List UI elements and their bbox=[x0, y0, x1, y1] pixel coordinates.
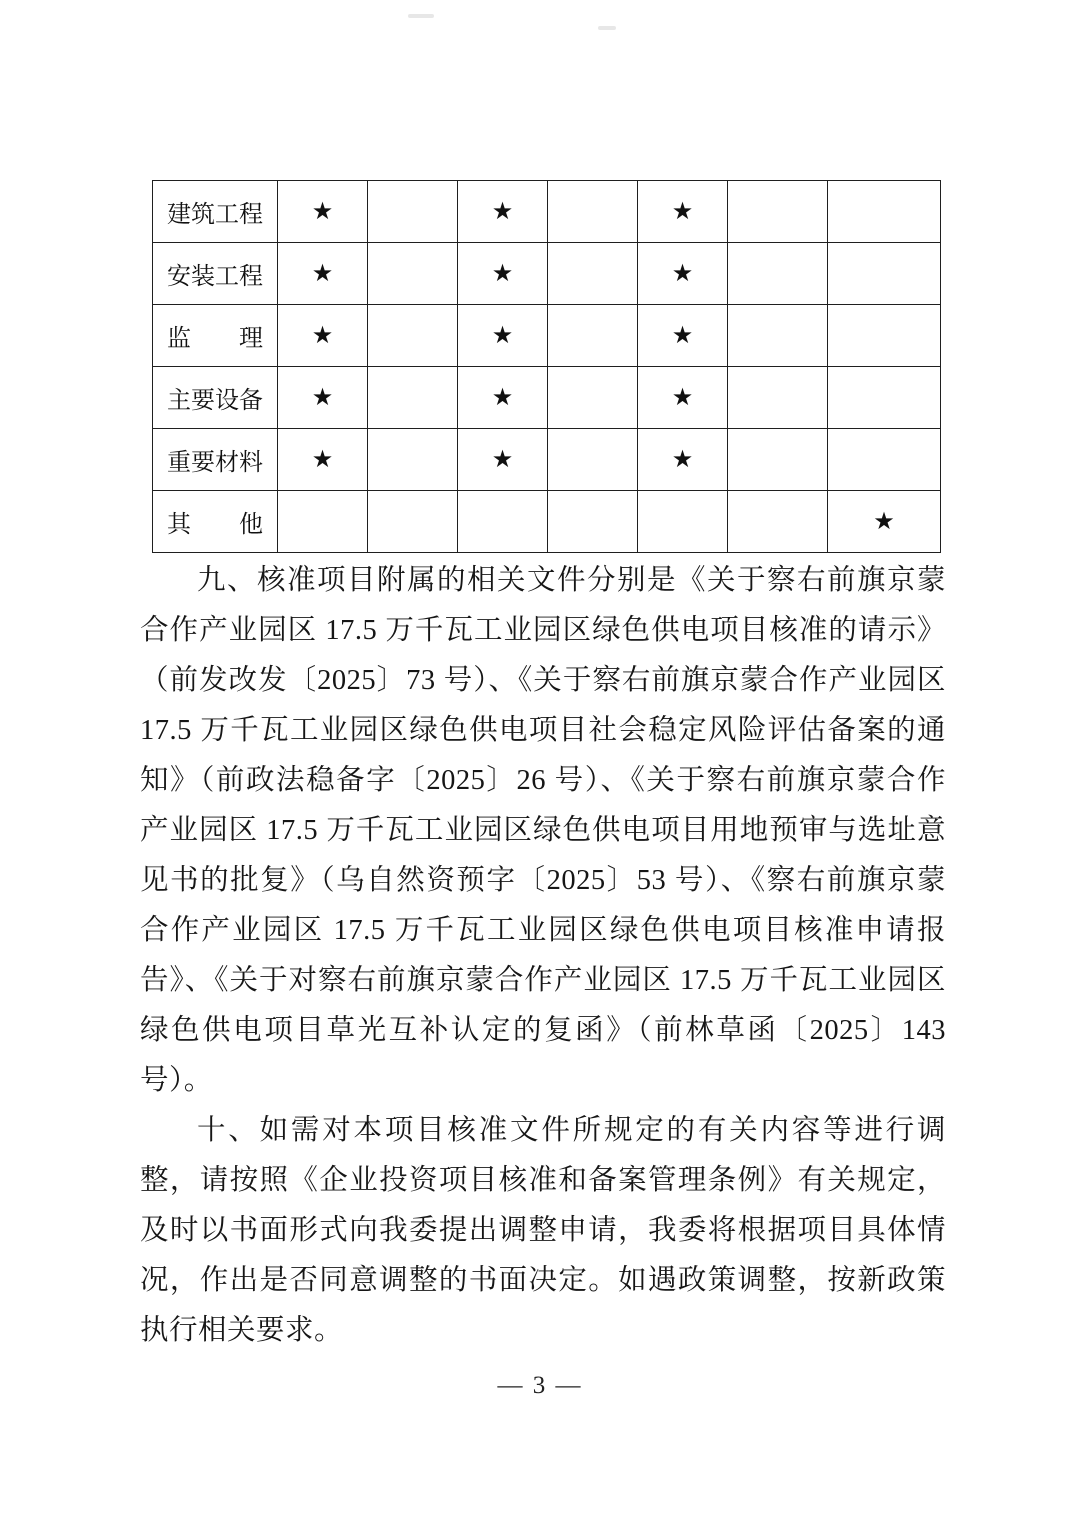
star-cell: ★ bbox=[638, 181, 728, 243]
row-label: 主要设备 bbox=[153, 367, 278, 429]
paragraph-item-10: 十、如需对本项目核准文件所规定的有关内容等进行调整，请按照《企业投资项目核准和备案管理条例》有关规定，及时以书面形式向我委提出调整申请，我委将根据项目具体情况，作出是否同意调整的书面决定。如遇政策调整，按新政策执行相关要求。 bbox=[140, 1115, 946, 1346]
paragraph-item-9: 九、核准项目附属的相关文件分别是《关于察右前旗京蒙合作产业园区 17.5 万千瓦工业园区绿色供电项目核准的请示》（前发改发〔2025〕73 号）、《关于察右前旗京蒙合作产业园区 17.5 万千瓦工业园区绿色供电项目社会稳定风险评估备案的通知》（前政法稳备字〔2025〕26 号）、《关于察右前旗京蒙合作产业园区 17.5 万千瓦工业园区绿色供电项目用地预审与选址意见书的批复》（乌自然资预字〔2025〕53 号）、《察右前旗京蒙合作产业园区 17.5 万千瓦工业园区绿色供电项目核准申请报告》、《关于对察右前旗京蒙合作产业园区 17.5 万千瓦工业园区绿色供电项目草光互补认定的复函》（前林草函〔2025〕143 号）。 bbox=[140, 565, 946, 1096]
row-label: 监理 bbox=[153, 305, 278, 367]
scan-artifact bbox=[408, 14, 434, 18]
table-row bbox=[153, 305, 941, 367]
star-cell: ★ bbox=[278, 181, 368, 243]
star-cell bbox=[368, 181, 458, 243]
star-cell bbox=[828, 181, 941, 243]
table-row bbox=[153, 491, 941, 553]
star-cell bbox=[548, 243, 638, 305]
star-cell: ★ bbox=[638, 305, 728, 367]
star-cell: ★ bbox=[458, 367, 548, 429]
row-label: 建筑工程 bbox=[153, 181, 278, 243]
star-cell bbox=[278, 491, 368, 553]
table-row bbox=[153, 367, 941, 429]
star-cell bbox=[368, 367, 458, 429]
star-cell: ★ bbox=[458, 181, 548, 243]
row-label: 重要材料 bbox=[153, 429, 278, 491]
star-cell bbox=[828, 305, 941, 367]
star-cell: ★ bbox=[638, 429, 728, 491]
table-row bbox=[153, 181, 941, 243]
star-cell bbox=[458, 491, 548, 553]
star-cell: ★ bbox=[458, 429, 548, 491]
star-cell bbox=[368, 491, 458, 553]
star-cell: ★ bbox=[458, 305, 548, 367]
star-cell: ★ bbox=[638, 243, 728, 305]
star-cell bbox=[728, 429, 828, 491]
star-cell: ★ bbox=[458, 243, 548, 305]
star-cell bbox=[728, 367, 828, 429]
star-cell bbox=[638, 491, 728, 553]
star-cell bbox=[548, 305, 638, 367]
star-cell: ★ bbox=[638, 367, 728, 429]
star-cell bbox=[368, 243, 458, 305]
star-cell bbox=[828, 243, 941, 305]
star-cell bbox=[728, 181, 828, 243]
row-label: 其他 bbox=[153, 491, 278, 553]
page-number: — 3 — bbox=[497, 1372, 583, 1399]
star-cell bbox=[548, 429, 638, 491]
star-cell: ★ bbox=[278, 429, 368, 491]
document-body bbox=[140, 556, 946, 1356]
scan-artifact bbox=[598, 26, 616, 30]
star-cell bbox=[728, 305, 828, 367]
star-cell: ★ bbox=[278, 243, 368, 305]
star-cell bbox=[728, 491, 828, 553]
star-cell bbox=[828, 429, 941, 491]
star-cell bbox=[548, 491, 638, 553]
star-cell: ★ bbox=[278, 305, 368, 367]
approval-table bbox=[152, 180, 941, 553]
star-cell bbox=[368, 305, 458, 367]
table-row bbox=[153, 429, 941, 491]
star-cell: ★ bbox=[828, 491, 941, 553]
row-label: 安装工程 bbox=[153, 243, 278, 305]
star-cell bbox=[548, 181, 638, 243]
star-cell bbox=[828, 367, 941, 429]
star-cell bbox=[728, 243, 828, 305]
star-cell: ★ bbox=[278, 367, 368, 429]
star-cell bbox=[548, 367, 638, 429]
table-row bbox=[153, 243, 941, 305]
star-cell bbox=[368, 429, 458, 491]
